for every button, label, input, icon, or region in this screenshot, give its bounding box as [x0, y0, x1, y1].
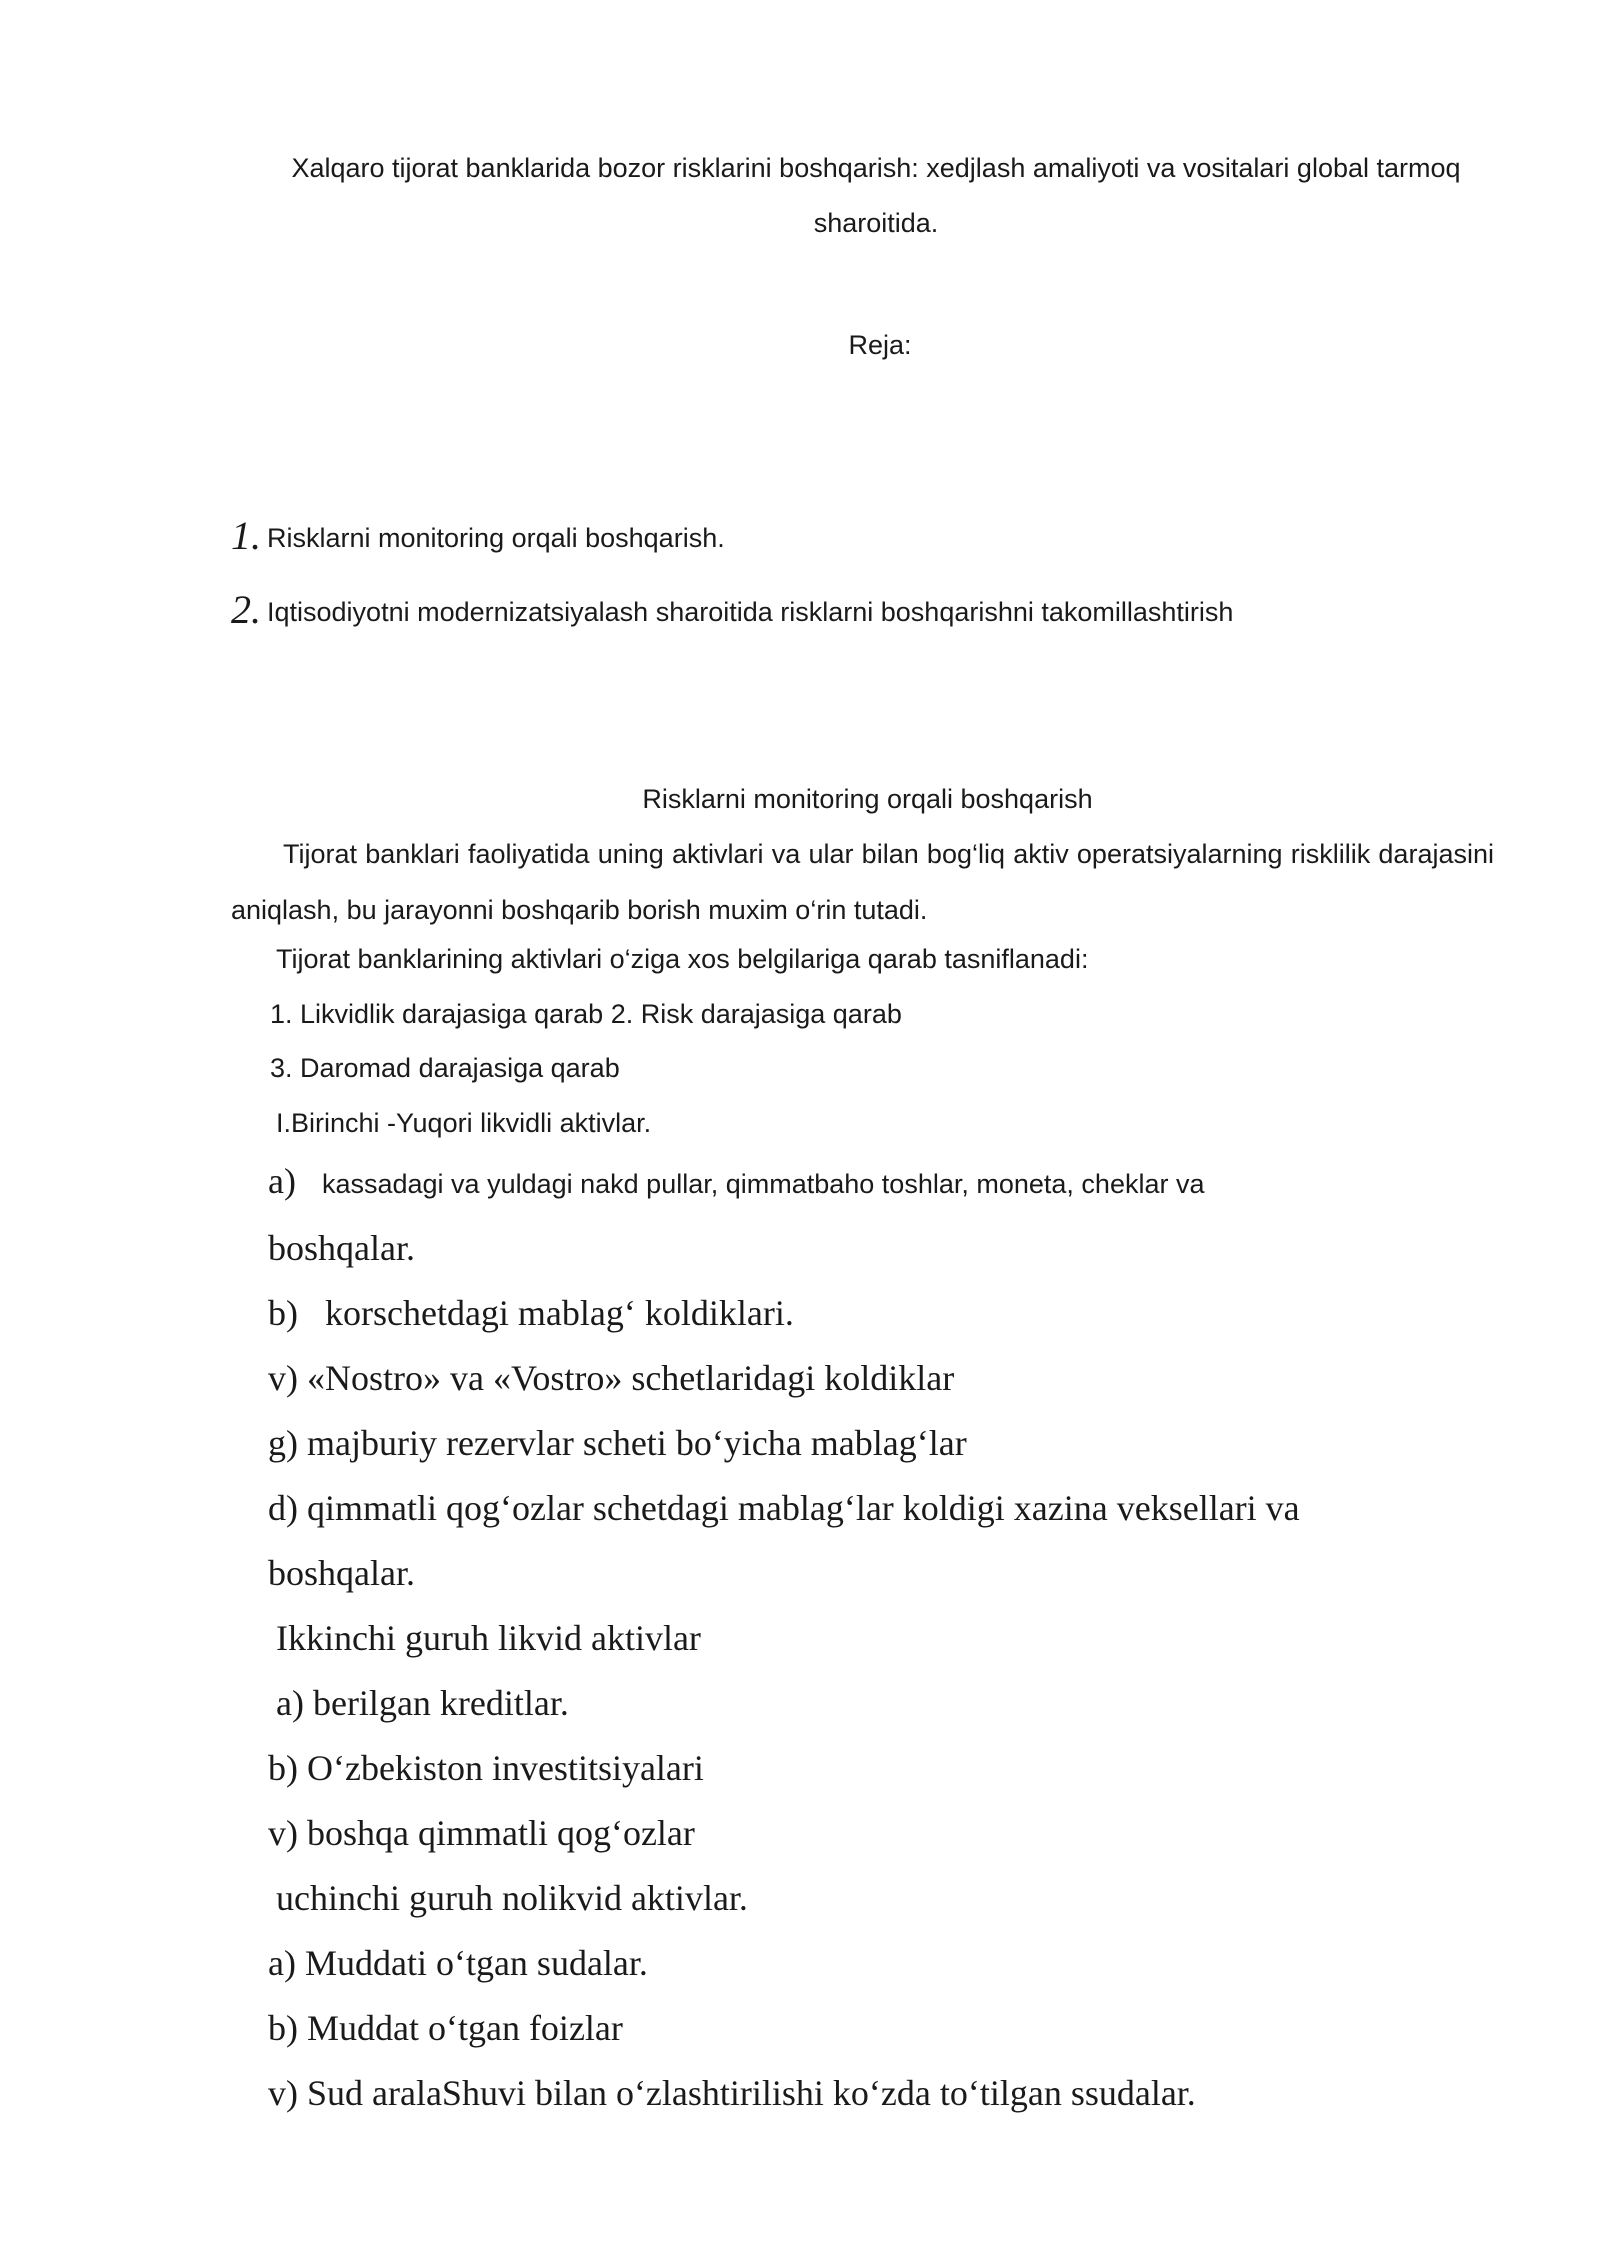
- group2-item-a: a) berilgan kreditlar.: [276, 1683, 569, 1723]
- group2-title: Ikkinchi guruh likvid aktivlar: [276, 1618, 701, 1658]
- group2-item-v: v) boshqa qimmatli qog‘ozlar: [268, 1813, 695, 1853]
- plan-item-text: Iqtisodiyotni modernizatsiyalash sharoitida risklarni boshqarishni takomillashtirish: [267, 597, 1234, 627]
- group1-item-d-continued: boshqalar.: [268, 1553, 415, 1593]
- group1-item-d: d) qimmatli qog‘ozlar schetdagi mablag‘lar koldigi xazina veksellari va: [268, 1488, 1300, 1528]
- plan-item-number: 1.: [231, 513, 261, 558]
- plan-item-1: [231, 512, 725, 559]
- group1-item-g: g) majburiy rezervlar scheti bo‘yicha mablag‘lar: [268, 1423, 967, 1463]
- classification-line: Tijorat banklarining aktivlari o‘ziga xos belgilariga qarab tasniflanadi:: [276, 944, 1089, 974]
- section-heading: Risklarni monitoring orqali boshqarish: [642, 784, 1093, 814]
- group1-title: I.Birinchi -Yuqori likvidli aktivlar.: [276, 1108, 652, 1138]
- plan-label: Reja:: [848, 330, 912, 360]
- item-marker: a): [268, 1161, 296, 1201]
- group3-title: uchinchi guruh nolikvid aktivlar.: [276, 1878, 748, 1918]
- group3-item-v: v) Sud aralaShuvi bilan o‘zlashtirilishi ko‘zda to‘tilgan ssudalar.: [268, 2073, 1196, 2113]
- group1-item-v: v) «Nostro» va «Vostro» schetlaridagi koldiklar: [268, 1358, 955, 1398]
- document-title-line-2: sharoitida.: [813, 208, 939, 238]
- group1-item-b: b) korschetdagi mablag‘ koldiklari.: [268, 1293, 794, 1333]
- plan-item-2: [231, 586, 1233, 633]
- intro-paragraph: Tijorat banklari faoliyatida uning aktivlari va ular bilan bog‘liq aktiv operatsiyalarning risklilik darajasini aniqlash, bu jarayonni boshqarib borish muxim o‘rin tutadi.: [231, 839, 1494, 925]
- group3-item-b: b) Muddat o‘tgan foizlar: [268, 2008, 623, 2048]
- group2-item-b: b) O‘zbekiston investitsiyalari: [268, 1748, 704, 1788]
- plan-item-number: 2.: [231, 587, 261, 632]
- item-text: kassadagi va yuldagi nakd pullar, qimmatbaho toshlar, moneta, cheklar va: [321, 1169, 1205, 1199]
- document-title-line-1: Xalqaro tijorat banklarida bozor risklarini boshqarish: xedjlash amaliyoti va vositalari global tarmoq: [291, 153, 1461, 183]
- group1-item-a: [268, 1160, 1204, 1202]
- group3-item-a: a) Muddati o‘tgan sudalar.: [268, 1943, 648, 1983]
- criteria-line-1: 1. Likvidlik darajasiga qarab 2. Risk darajasiga qarab: [270, 999, 902, 1029]
- plan-item-text: Risklarni monitoring orqali boshqarish.: [267, 523, 725, 553]
- criteria-line-2: 3. Daromad darajasiga qarab: [270, 1053, 620, 1083]
- group1-item-a-continued: boshqalar.: [268, 1228, 415, 1268]
